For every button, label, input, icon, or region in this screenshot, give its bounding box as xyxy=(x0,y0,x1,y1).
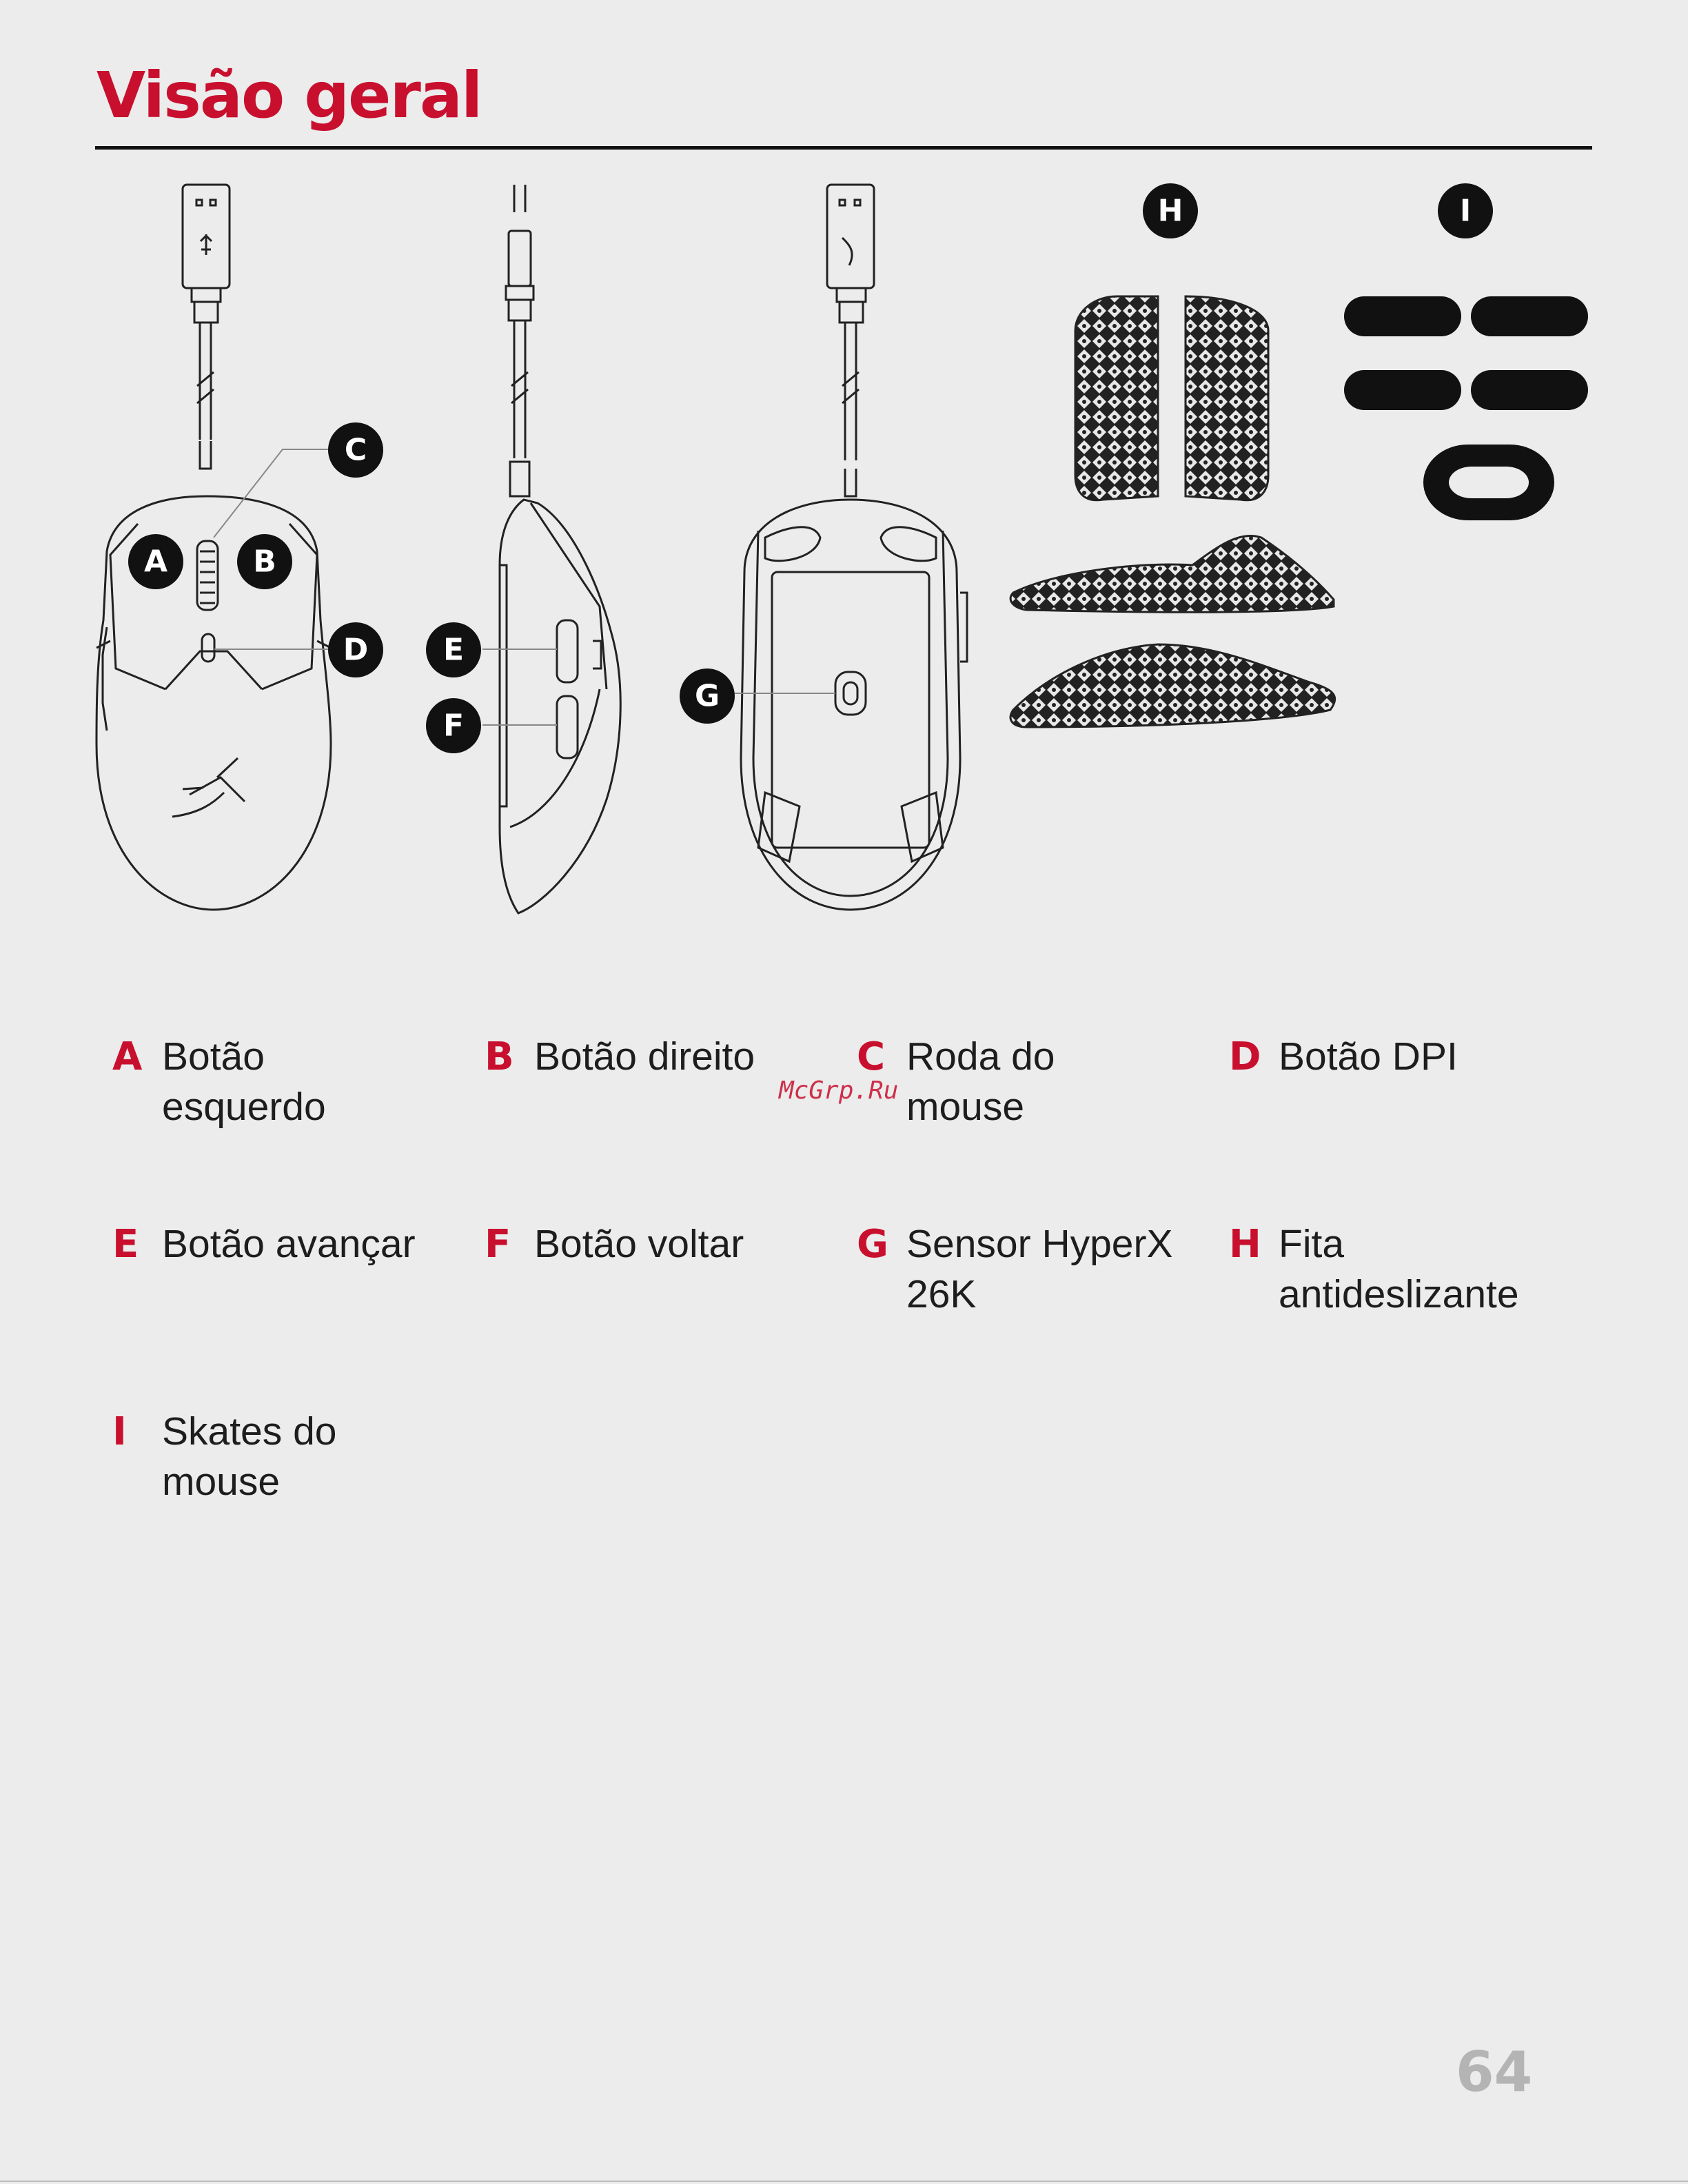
legend-item-b xyxy=(485,1032,858,1082)
legend-letter: E xyxy=(112,1222,139,1267)
page-number: 64 xyxy=(1456,2040,1533,2104)
mouse-overview-illustration xyxy=(90,172,1606,937)
mouse-skates xyxy=(1344,296,1588,520)
legend-item-g xyxy=(857,1219,1182,1320)
legend-label: Sensor HyperX 26K xyxy=(906,1222,1173,1316)
legend-label: Roda do mouse xyxy=(906,1034,1055,1129)
legend-label: Botão esquerdo xyxy=(162,1034,326,1129)
legend-letter: G xyxy=(857,1222,888,1267)
legend-letter: H xyxy=(1229,1222,1261,1267)
callout-h xyxy=(1143,183,1198,238)
page-title: Visão geral xyxy=(96,59,482,132)
mouse-top-view xyxy=(96,185,331,910)
legend-letter: C xyxy=(857,1034,886,1079)
callout-i xyxy=(1438,183,1493,238)
callout-e-letter: E xyxy=(443,632,465,668)
legend-label: Skates do mouse xyxy=(162,1409,337,1504)
mouse-bottom-view xyxy=(741,185,967,910)
callout-d xyxy=(328,622,383,677)
callout-e xyxy=(426,622,481,677)
callout-b xyxy=(237,534,292,589)
legend-label: Botão avançar xyxy=(162,1222,416,1266)
callout-b-letter: B xyxy=(253,544,276,580)
legend-item-d xyxy=(1229,1032,1603,1082)
legend-letter: D xyxy=(1229,1034,1261,1079)
legend-item-h xyxy=(1229,1219,1554,1320)
callout-i-letter: I xyxy=(1459,193,1472,229)
callout-c-letter: C xyxy=(344,432,367,468)
legend-label: Botão voltar xyxy=(534,1222,744,1266)
legend-item-a xyxy=(112,1032,362,1132)
legend-label: Fita antideslizante xyxy=(1279,1222,1519,1316)
callout-a-letter: A xyxy=(143,544,168,580)
watermark: McGrp.Ru xyxy=(779,1076,899,1105)
legend-letter: A xyxy=(112,1034,143,1079)
legend-letter: F xyxy=(485,1222,511,1267)
callout-h-letter: H xyxy=(1157,193,1183,229)
legend-item-f xyxy=(485,1219,858,1269)
mouse-side-view xyxy=(500,185,620,913)
grip-tape-pieces xyxy=(1010,296,1335,727)
callout-a xyxy=(128,534,183,589)
callout-d-letter: D xyxy=(343,632,369,668)
legend-letter: B xyxy=(485,1034,514,1079)
bottom-border xyxy=(0,2181,1688,2182)
legend-item-e xyxy=(112,1219,486,1269)
callout-g-letter: G xyxy=(694,678,720,714)
title-divider xyxy=(95,146,1592,150)
callout-g xyxy=(680,669,735,724)
callout-c xyxy=(328,422,383,478)
legend-item-i xyxy=(112,1407,389,1507)
callout-f-letter: F xyxy=(443,708,465,744)
callout-f xyxy=(426,698,481,753)
legend-letter: I xyxy=(112,1409,127,1454)
legend-label: Botão direito xyxy=(534,1034,755,1079)
legend-label: Botão DPI xyxy=(1279,1034,1458,1079)
